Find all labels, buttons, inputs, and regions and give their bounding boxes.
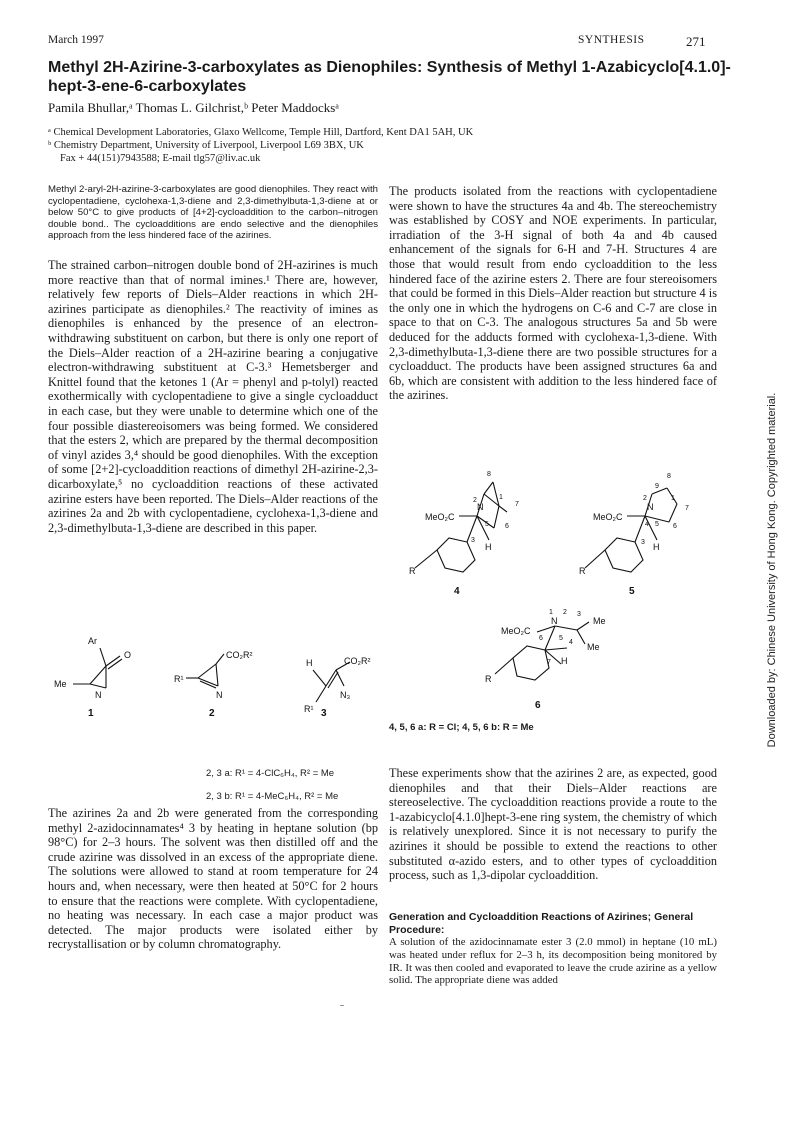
atom-label-5-s6: 5 [559,635,563,642]
article-title: Methyl 2H-Azirine-3-carboxylates as Dienophiles: Synthesis of Methyl 1-Azabicyclo[4.1.0]-hept-3-ene-6-carboxylates [48,59,731,95]
intro-paragraph: The strained carbon–nitrogen double bond of 2H-azirines is much more reactive than that of normal imines.¹ There are, however, relatively few reports of Diels–Alder reactions in which 2H-azirines participate as dienophiles.² The reactivity of imines as dienophiles is enhanced by the presence of an electron-withdrawing substituent on carbon, but there is only one report of the Diels–Alder reaction of a 2H-azirine bearing a conjugative electron-withdrawing substituent at C-3.³ Hemetsberger and Knittel found that the ketones 1 (Ar = phenyl and p-tolyl) reacted exothermically with cyclopentadiene to give a single cycloadduct in each case, but they were unable to determine which one of the four possible diastereoisomers was being formed. We considered that the esters 2, which are prepared by the thermal decomposition of vinyl azides 3,⁴ should be good dienophiles. With the exception of some [2+2]-cycloaddition reactions of dimethyl 2H-azirine-2,3-dicarboxylate,⁵ no cycloaddition reactions of these activated azirine esters have been reported. The Diels–Alder reactions of the azirines 2a and 2b with cyclopentadiene, cyclohexa-1,3-diene and 2,3-dimethylbuta-1,3-diene are described in this paper. [48,258,378,535]
atom-label-3-s4: 3 [471,537,475,544]
atom-label-1-s5: 1 [671,495,675,502]
r-label-s6: R [485,674,492,684]
download-watermark [752,380,792,760]
procedure-heading: Generation and Cycloaddition Reactions of Azirines; General Procedure: [389,911,694,936]
n-label-s6: N [551,616,558,626]
atom-label-5-s4: 5 [485,521,489,528]
author-list: Pamila Bhullar,ᵃ Thomas L. Gilchrist,ᵇ Peter Maddocksᵃ [48,100,339,115]
atom-label-3-s6: 3 [577,611,581,618]
atom-label-2-s5: 2 [643,495,647,502]
h-label-s5: H [653,542,660,552]
label-n-2: N [216,690,223,700]
structure-number-6: 6 [535,700,541,711]
compound-number-2: 2 [209,708,215,719]
contact-info: Fax + 44(151)7943588; E-mail tlg57@liv.ac.uk [60,153,261,164]
azirines-paragraph: The azirines 2a and 2b were generated from the corresponding methyl 2-azidocinnamates⁴ 3 by heating in heptane solution (bp 98°C) for 2–3 hours. The solvent was then distilled off and the crude azirine was dissolved in an excess of the appropriate diene. The solutions were allowed to stand at room temperature for 24 hours and, when necessary, were then heated at 50°C for 2 hours to ensure that the reactions were complete. With cyclopentadiene, no heating was necessary. In each case a major product was detected. The major products were isolated either by recrystallisation or by column chromatography. [48,806,378,952]
legend-compounds-a: 2, 3 a: R¹ = 4-ClC₆H₄, R² = Me [206,768,335,779]
label-o: O [124,650,132,660]
h-label-s6: H [561,656,568,666]
n-label-s4: N [477,502,484,512]
label-n-1: N [95,690,102,700]
atom-label-6-s6: 6 [539,635,543,642]
atom-label-8-s5: 8 [667,473,671,480]
label-r1-3: R¹ [304,704,314,714]
structure-number-4: 4 [454,586,460,597]
atom-label-5-s5: 5 [655,521,659,528]
atom-label-7-s5: 7 [685,505,689,512]
h-label-s4: H [485,542,492,552]
compound-number-1: 1 [88,708,94,719]
watermark-text: Downloaded by: Chinese University of Hong Kong. Copyrighted material. [766,392,778,748]
meo2c-label-s5: MeO₂C [593,512,623,522]
legend-compounds-b: 2, 3 b: R¹ = 4-MeC₆H₄, R² = Me [206,791,339,802]
atom-label-4-s6: 4 [569,639,573,646]
atom-label-7-s6: 7 [547,659,551,666]
r-label-s4: R [409,566,416,576]
scheme-compounds-1-2-3 [48,628,378,766]
label-co2r2-2: CO₂R² [226,650,253,660]
running-header-date: March 1997 [48,34,104,46]
atom-label-7-s4: 7 [515,501,519,508]
label-h-3: H [306,658,313,668]
structure-number-5: 5 [629,586,635,597]
affiliation-b: ᵇ Chemistry Department, University of Liverpool, Liverpool L69 3BX, UK [48,140,364,151]
atom-label-8-s4: 8 [487,471,491,478]
legend-structures: 4, 5, 6 a: R = Cl; 4, 5, 6 b: R = Me [389,722,534,733]
label-n3-3: N₃ [340,690,351,700]
atom-label-1-s4: 1 [499,494,503,501]
compound-number-3: 3 [321,708,327,719]
label-me: Me [54,679,67,689]
atom-label-2-s4: 2 [473,497,477,504]
atom-label-6-s4: 6 [505,523,509,530]
affiliation-a: ᵃ Chemical Development Laboratories, Glaxo Wellcome, Temple Hill, Dartford, Kent DA1 5AH, UK [48,127,474,138]
me-label-s6-bottom: Me [587,642,600,652]
procedure-paragraph: A solution of the azidocinnamate ester 3 (2.0 mmol) in heptane (10 mL) was heated under reflux for 2–3 h, its decomposition being monitored by IR. It was then cooled and evaporated to leave the crude azirine as a yellow solid. The appropriate diene was added [389,936,717,987]
conclusion-paragraph: These experiments show that the azirines 2 are, as expected, good dienophiles and that their Diels–Alder reactions are stereoselective. The cycloaddition reactions provide a route to the 1-azabicyclo[4.1.0]hept-3-ene ring system, the chemistry of which is relatively unexplored. Since it is not necessary to purify the azirines it should be possible to extend the reactions to other substituted α-azido esters, and to other types of cycloaddition process, such as 1,3-dipolar cycloaddition. [389,766,717,883]
footer-mark [340,1005,344,1006]
me-label-s6-top: Me [593,616,606,626]
meo2c-label-s4: MeO₂C [425,512,455,522]
scheme-structures-4-5-6 [389,464,719,720]
label-ar: Ar [88,636,97,646]
label-co2r2-3: CO₂R² [344,656,371,666]
page-number: 271 [686,34,706,49]
atom-label-6-s5: 6 [673,523,677,530]
abstract: Methyl 2-aryl-2H-azirine-3-carboxylates are good dienophiles. They react with cyclopentadiene, cyclohexa-1,3-diene and 2,3-dimethylbuta-1,3-diene at or below 50°C to give products of [4+2]-cycloaddition to the carbon–nitrogen double bond.. The cycloadditions are endo selective and the dienophiles approach from the less hindered face of the azirines. [48,184,378,242]
r-label-s5: R [579,566,586,576]
atom-label-2-s6: 2 [563,609,567,616]
atom-label-4-s5: 4 [645,521,649,528]
atom-label-1-s6: 1 [549,609,553,616]
n-label-s5: N [647,502,654,512]
label-r1-2: R¹ [174,674,184,684]
products-paragraph: The products isolated from the reactions with cyclopentadiene were shown to have the structures 4a and 4b. The stereochemistry was established by COSY and NOE experiments. In particular, irradiation of the 3-H signal of both 4a and 4b caused enhancement of the signals for 6-H and 7-H. Structures 4 are those that would result from endo cycloaddition to the less hindered face of the azirine esters 2. There are four stereoisomers that could be formed in this Diels–Alder reaction but structure 4 is the only one in which the hydrogens on C-6 and C-7 are close in space to that on C-3. The analogous structures 5a and 5b were deduced for the adducts formed with cyclohexa-1,3-diene. With 2,3-dimethylbuta-1,3-diene there are two possible structures for a cycloadduct. The products have been assigned structures 6a and 6b, which are consistent with addition to the less hindered face of the azirines. [389,184,717,403]
running-header-journal: SYNTHESIS [578,34,645,46]
atom-label-3-s5: 3 [641,539,645,546]
meo2c-label-s6: MeO₂C [501,626,531,636]
atom-label-9-s5: 9 [655,483,659,490]
